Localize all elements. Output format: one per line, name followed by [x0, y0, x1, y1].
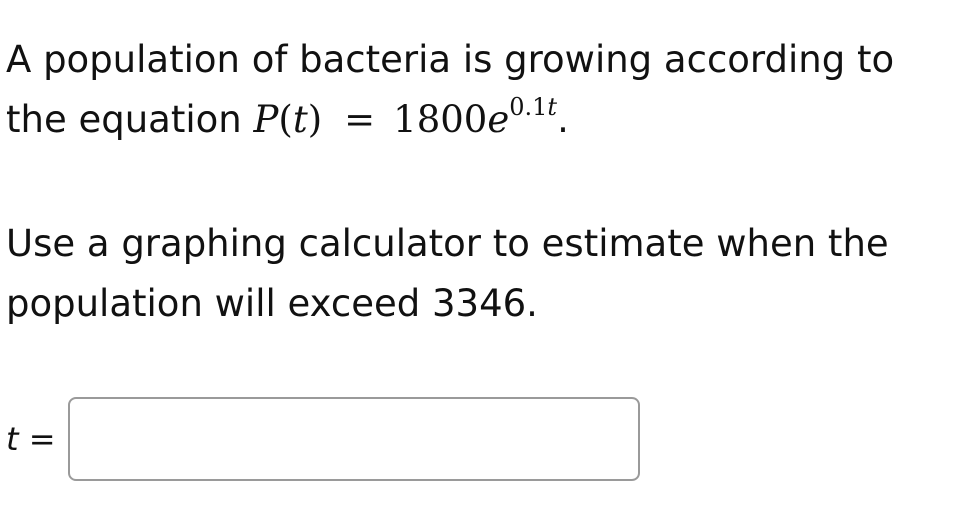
problem-line-4: population will exceed 3346. [6, 282, 538, 325]
equation-base: e [487, 98, 510, 141]
equation-close-paren: ) [307, 98, 323, 141]
equation-exponent [509, 93, 557, 121]
equation-exponent-number: 0.1 [509, 92, 548, 121]
equation-period: . [557, 98, 569, 141]
answer-variable: t [6, 420, 19, 458]
population-equation [253, 92, 558, 141]
equation-argument: t [292, 98, 308, 141]
equation-open-paren: ( [278, 98, 293, 141]
equation-exponent-variable: t [547, 92, 558, 121]
equation-coefficient: 1800 [393, 98, 488, 141]
problem-statement [6, 30, 894, 150]
answer-equals: = [18, 420, 56, 458]
answer-label [6, 420, 56, 458]
answer-row [6, 396, 640, 482]
equation-equals-sign: = [344, 98, 376, 141]
answer-input[interactable] [68, 397, 640, 481]
problem-line-1: A population of bacteria is growing according to [6, 38, 895, 81]
problem-instruction [6, 214, 889, 334]
problem-line-3: Use a graphing calculator to estimate when the [6, 222, 889, 265]
equation-function-name: P [253, 98, 279, 141]
problem-line-2-prefix: the equation [6, 98, 254, 141]
